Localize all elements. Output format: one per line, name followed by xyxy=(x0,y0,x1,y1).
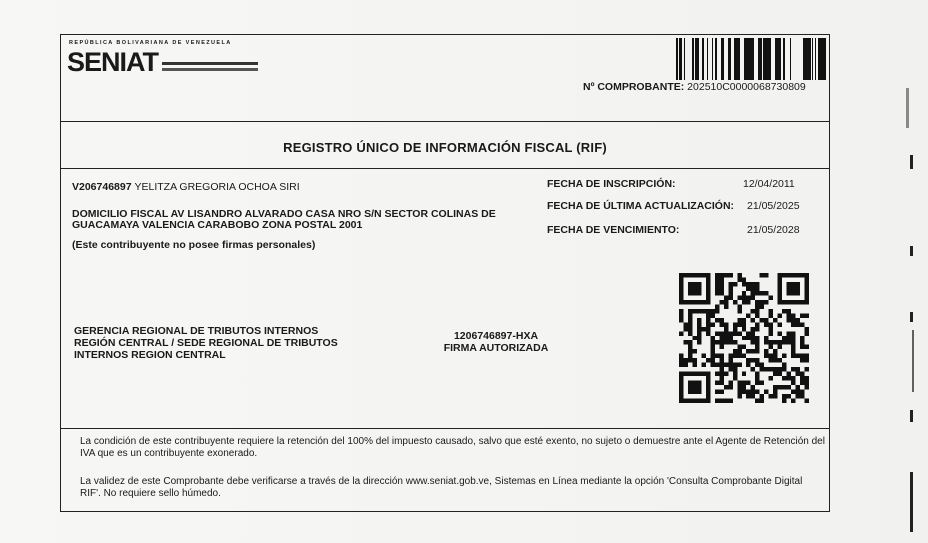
vencimiento-label: FECHA DE VENCIMIENTO: xyxy=(547,224,680,236)
vencimiento-value: 21/05/2028 xyxy=(747,224,800,236)
scan-artifact xyxy=(912,330,914,392)
scan-artifact xyxy=(910,472,913,532)
office-line3: INTERNOS REGION CENTRAL xyxy=(74,349,226,361)
signature-code: 1206746897-HXA xyxy=(453,330,539,342)
taxpayer-name: YELITZA GREGORIA OCHOA SIRI xyxy=(134,181,300,193)
seniat-logo xyxy=(67,40,267,90)
logo-wordmark: SENIAT xyxy=(67,47,159,77)
signature-label: FIRMA AUTORIZADA xyxy=(443,342,549,354)
logo-stripe xyxy=(162,62,258,65)
office-line2: REGIÓN CENTRAL / SEDE REGIONAL DE TRIBUTOS xyxy=(74,337,338,349)
document-title: REGISTRO ÚNICO DE INFORMACIÓN FISCAL (RIF) xyxy=(283,140,607,155)
scan-artifact xyxy=(910,155,913,169)
scan-artifact xyxy=(910,246,913,256)
divider-legal xyxy=(60,428,830,429)
authorized-signature xyxy=(440,330,552,354)
scan-artifact xyxy=(910,312,913,322)
inscripcion-label: FECHA DE INSCRIPCIÓN: xyxy=(547,178,676,190)
regional-office xyxy=(74,325,384,361)
scan-artifact xyxy=(910,410,913,422)
signature-note: (Este contribuyente no posee firmas personales) xyxy=(72,239,316,251)
scan-artifact xyxy=(906,88,909,128)
divider-title xyxy=(60,168,830,169)
taxpayer-id-line xyxy=(72,181,300,193)
actualizacion-label: FECHA DE ÚLTIMA ACTUALIZACIÓN: xyxy=(547,200,735,212)
address-line2: GUACAMAYA VALENCIA CARABOBO ZONA POSTAL 2001 xyxy=(72,219,363,231)
office-line1: GERENCIA REGIONAL DE TRIBUTOS INTERNOS xyxy=(74,325,319,337)
actualizacion-value: 21/05/2025 xyxy=(747,200,800,212)
qr-code-icon xyxy=(679,273,809,403)
republic-text: REPÚBLICA BOLIVARIANA DE VENEZUELA xyxy=(69,40,232,46)
taxpayer-rif: V206746897 xyxy=(72,181,132,193)
domicilio-label: DOMICILIO FISCAL xyxy=(72,208,169,220)
comprobante-number: 202510C0000068730809 xyxy=(687,81,806,93)
comprobante-label: Nº COMPROBANTE: xyxy=(583,81,685,93)
comprobante-line xyxy=(583,81,806,93)
divider-header xyxy=(60,121,830,122)
address-line1: AV LISANDRO ALVARADO CASA NRO S/N SECTOR COLINAS DE xyxy=(170,208,496,220)
validity-notice: La validez de este Comprobante debe verificarse a través de la dirección www.seniat.gob.ve, Sistemas en Línea mediante la opción 'Consulta Comprobante Digital RIF'. No requiere sello húmedo. xyxy=(80,476,803,499)
logo-stripe xyxy=(162,68,258,71)
inscripcion-value: 12/04/2011 xyxy=(743,178,795,190)
barcode-icon xyxy=(676,38,826,80)
retention-notice: La condición de este contribuyente requiere la retención del 100% del impuesto causado, salvo que esté exento, no sujeto o demuestre ante el Agente de Retención del IVA que es un contribuyente exonerado. xyxy=(80,436,825,459)
fiscal-address xyxy=(72,209,557,231)
